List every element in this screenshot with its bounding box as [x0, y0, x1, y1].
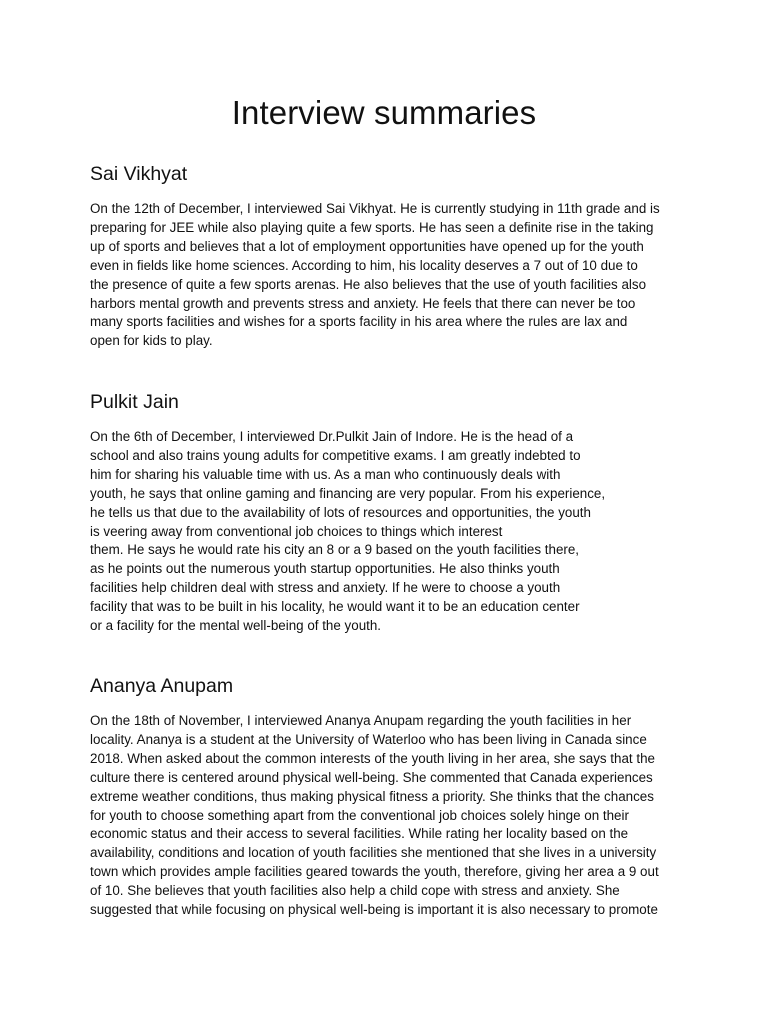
interview-section-sai-vikhyat	[90, 162, 660, 351]
paragraph-line: or a facility for the mental well-being of the youth.	[90, 618, 382, 634]
paragraph-line: even in fields like home sciences. According to him, his locality deserves a 7 out of 10 due to	[90, 257, 638, 273]
paragraph-line: up of sports and believes that a lot of employment opportunities have opened up for the youth	[90, 238, 644, 254]
paragraph-line: open for kids to play.	[90, 333, 213, 349]
paragraph-line: preparing for JEE while also playing quite a few sports. He has seen a definite rise in the taking	[90, 219, 654, 235]
paragraph-line: them. He says he would rate his city an 8 or a 9 based on the youth facilities there,	[90, 542, 580, 558]
paragraph-line: economic status and their access to several facilities. While rating her locality based on the	[90, 826, 629, 842]
section-heading: Ananya Anupam	[90, 675, 234, 697]
section-paragraph	[90, 712, 659, 920]
paragraph-line: harbors mental growth and prevents stress and anxiety. He feels that there can never be too	[90, 295, 636, 311]
section-heading: Sai Vikhyat	[90, 163, 188, 185]
paragraph-line: culture there is centered around physical well-being. She commented that Canada experiences	[90, 769, 653, 785]
paragraph-line: for youth to choose something apart from the conventional job choices solely hinge on their	[90, 807, 629, 823]
paragraph-line: On the 12th of December, I interviewed Sai Vikhyat. He is currently studying in 11th grade and is	[90, 201, 660, 216]
paragraph-line: suggested that while focusing on physical well-being is important it is also necessary to promote	[90, 902, 658, 918]
paragraph-line: as he points out the numerous youth startup opportunities. He also thinks youth	[90, 561, 560, 577]
section-heading: Pulkit Jain	[90, 391, 179, 413]
paragraph-line: youth, he says that online gaming and financing are very popular. From his experience,	[90, 485, 606, 501]
paragraph-line: he tells us that due to the availability of lots of resources and opportunities, the youth	[90, 504, 591, 520]
interview-section-ananya-anupam	[90, 674, 659, 920]
paragraph-line: many sports facilities and wishes for a sports facility in his area where the rules are lax and	[90, 314, 628, 330]
paragraph-line: availability, conditions and location of youth facilities she mentioned that she lives in a university	[90, 845, 657, 861]
paragraph-line: the presence of quite a few sports arenas. He also believes that the use of youth facilities also	[90, 276, 647, 292]
interview-section-pulkit-jain	[90, 390, 605, 636]
section-paragraph	[90, 428, 605, 636]
paragraph-line: locality. Ananya is a student at the University of Waterloo who has been living in Canada since	[90, 731, 647, 747]
paragraph-line: him for sharing his valuable time with us. As a man who continuously deals with	[90, 466, 561, 482]
paragraph-line: extreme weather conditions, thus making physical fitness a priority. She thinks that the chances	[90, 788, 654, 804]
section-paragraph	[90, 200, 660, 351]
paragraph-line: town which provides ample facilities geared towards the youth, therefore, giving her area a 9 out	[90, 864, 659, 880]
paragraph-line: is veering away from conventional job choices to things which interest	[90, 523, 503, 539]
paragraph-line: On the 18th of November, I interviewed Ananya Anupam regarding the youth facilities in her	[90, 713, 632, 728]
paragraph-line: facility that was to be built in his locality, he would want it to be an education center	[90, 599, 580, 615]
paragraph-line: On the 6th of December, I interviewed Dr.Pulkit Jain of Indore. He is the head of a	[90, 429, 574, 444]
paragraph-line: 2018. When asked about the common interests of the youth living in her area, she says that the	[90, 750, 655, 766]
paragraph-line: school and also trains young adults for competitive exams. I am greatly indebted to	[90, 447, 581, 463]
page-title: Interview summaries	[231, 94, 537, 131]
paragraph-line: of 10. She believes that youth facilities also help a child cope with stress and anxiety. She	[90, 883, 620, 899]
paragraph-line: facilities help children deal with stress and anxiety. If he were to choose a youth	[90, 580, 561, 596]
